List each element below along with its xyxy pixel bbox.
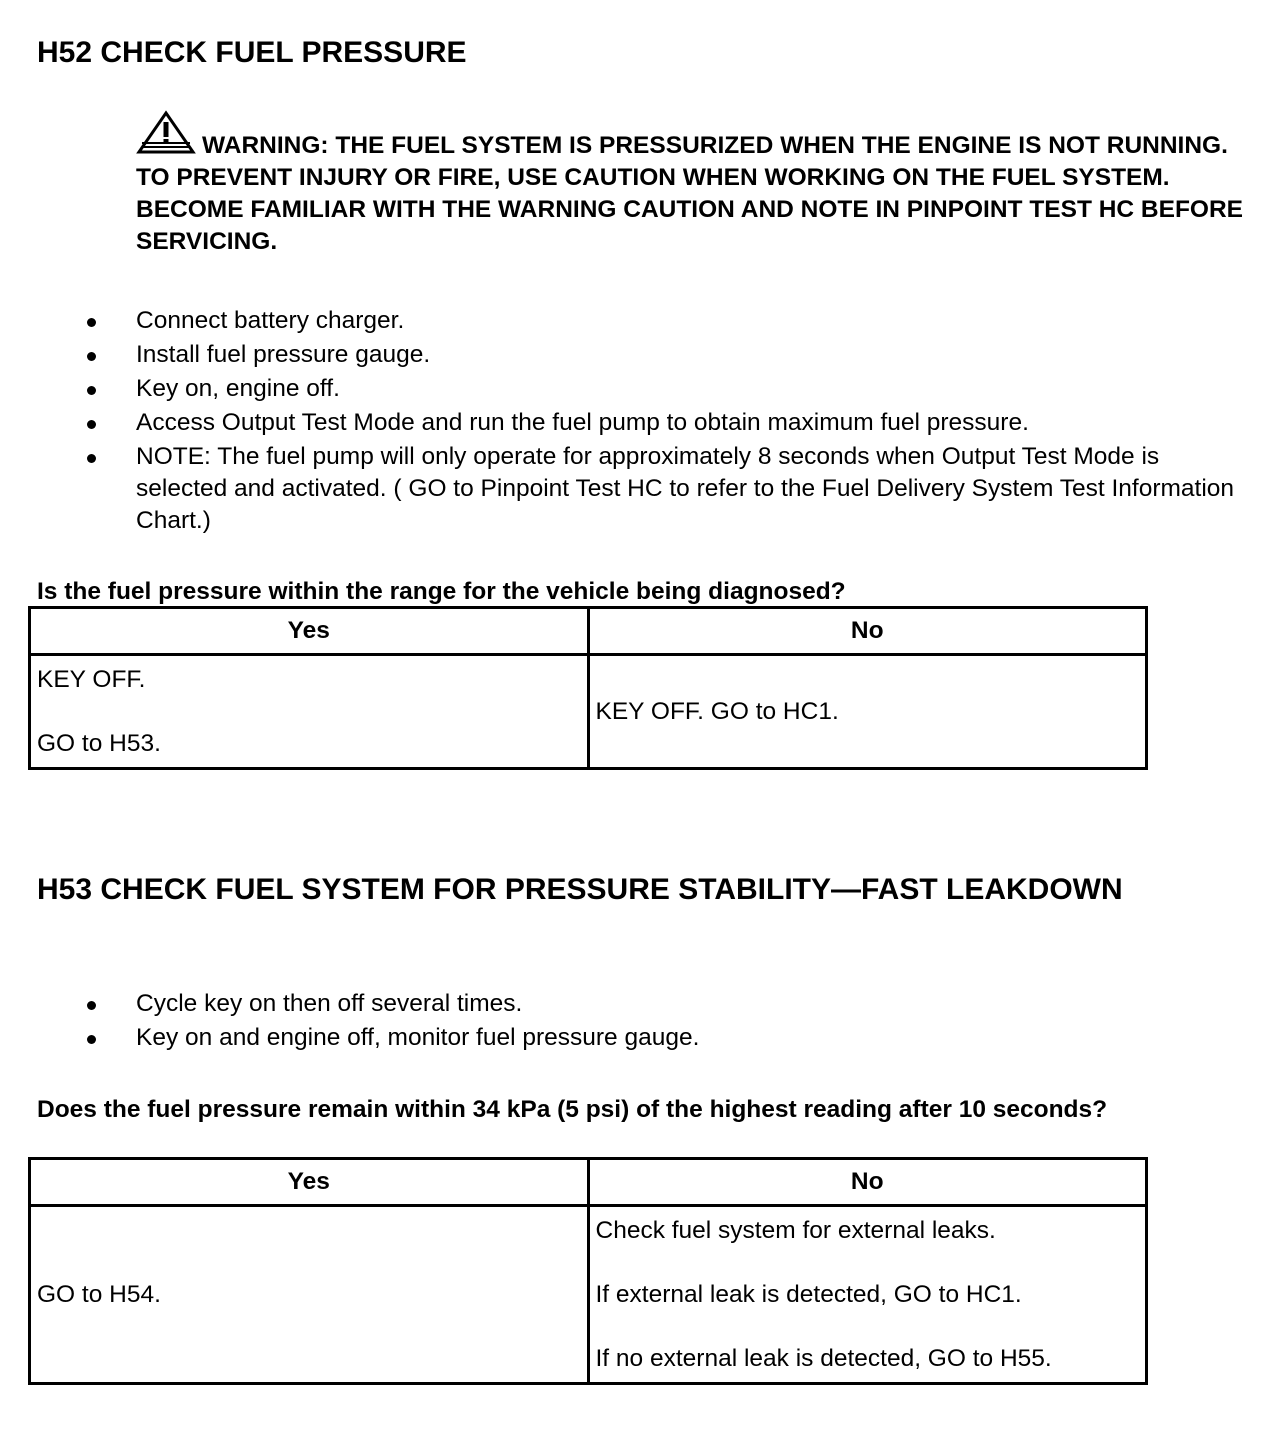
h53-title: H53 CHECK FUEL SYSTEM FOR PRESSURE STABILITY—FAST LEAKDOWN — [37, 873, 1123, 906]
list-item: Access Output Test Mode and run the fuel pump to obtain maximum fuel pressure. — [0, 407, 1240, 439]
h52-warning-text: WARNING: THE FUEL SYSTEM IS PRESSURIZED WHEN THE ENGINE IS NOT RUNNING. TO PREVENT INJURY OR FIRE, USE CAUTION WHEN WORKING ON THE FUEL SYSTEM. BECOME FAMILIAR WITH THE WARNING CAUTION AND NOTE IN PINPOINT TEST HC BEFORE SERVICING. — [136, 132, 1244, 255]
bullet-icon — [87, 318, 96, 327]
bullet-icon — [87, 352, 96, 361]
bullet-icon — [87, 386, 96, 395]
h52-question: Is the fuel pressure within the range for the vehicle being diagnosed? — [37, 578, 846, 605]
list-item: Key on, engine off. — [0, 373, 1240, 405]
warning-triangle-icon — [136, 110, 196, 156]
no-cell: Check fuel system for external leaks. If external leak is detected, GO to HC1. If no external leak is detected, GO to H55. — [588, 1206, 1147, 1384]
no-header: No — [588, 1159, 1147, 1206]
list-item: Connect battery charger. — [0, 305, 1240, 337]
yes-header: Yes — [30, 608, 589, 655]
bullet-icon — [87, 1001, 96, 1010]
h53-question: Does the fuel pressure remain within 34 kPa (5 psi) of the highest reading after 10 seconds? — [37, 1096, 1108, 1123]
yes-header: Yes — [30, 1159, 589, 1206]
bullet-icon — [87, 1035, 96, 1044]
no-header: No — [588, 608, 1147, 655]
h53-steps — [0, 988, 1240, 1056]
yes-cell: GO to H54. — [30, 1206, 589, 1384]
h53-result-table — [28, 1157, 1148, 1385]
list-item: NOTE: The fuel pump will only operate for approximately 8 seconds when Output Test Mode is selected and activated. ( GO to Pinpoint Test HC to refer to the Fuel Delivery System Test Information Chart.) — [0, 441, 1240, 537]
h52-result-table — [28, 606, 1148, 770]
list-item: Cycle key on then off several times. — [0, 988, 1240, 1020]
no-cell: KEY OFF. GO to HC1. — [588, 655, 1147, 769]
list-item: Install fuel pressure gauge. — [0, 339, 1240, 371]
list-item: Key on and engine off, monitor fuel pressure gauge. — [0, 1022, 1240, 1054]
h52-steps — [0, 305, 1240, 539]
bullet-icon — [87, 420, 96, 429]
h52-warning — [136, 110, 1246, 258]
yes-cell: KEY OFF. GO to H53. — [30, 655, 589, 769]
h52-title: H52 CHECK FUEL PRESSURE — [37, 36, 467, 69]
bullet-icon — [87, 454, 96, 463]
